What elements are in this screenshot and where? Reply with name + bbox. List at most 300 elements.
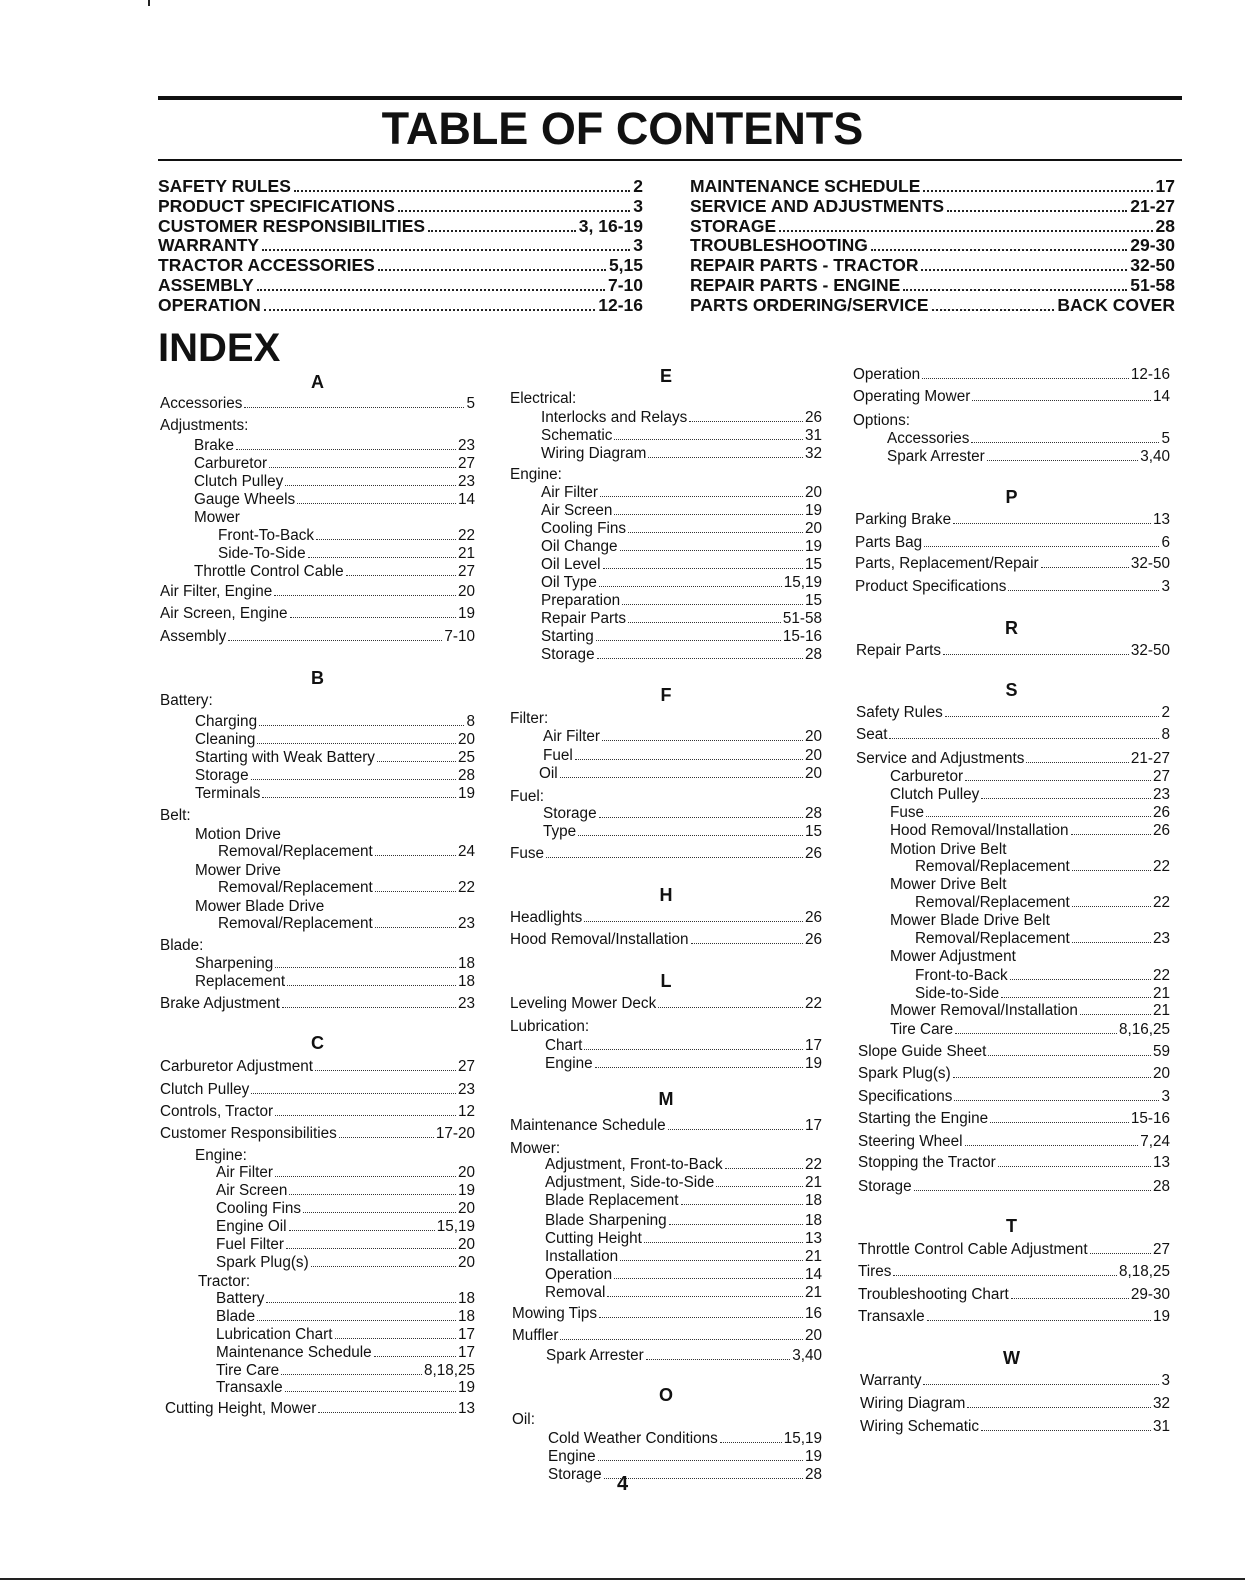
index-entry <box>915 930 1170 948</box>
dot-leader <box>308 557 456 558</box>
index-entry-term: Parts, Replacement/Repair <box>855 555 1039 572</box>
index-entry-term: Brake Adjustment <box>160 995 280 1012</box>
index-entry <box>546 1347 822 1365</box>
toc-entry-title: REPAIR PARTS - ENGINE <box>690 274 901 295</box>
index-entry <box>543 728 822 746</box>
dot-leader <box>346 575 456 576</box>
index-entry-page: 19 <box>457 785 475 802</box>
index-section-letter: F <box>660 685 672 705</box>
index-entry-term: Starting the Engine <box>858 1110 989 1127</box>
index-entry-page: 20 <box>804 765 822 782</box>
index-entry-page: 23 <box>1152 786 1170 803</box>
index-entry-term: Battery: <box>160 692 213 709</box>
dot-leader <box>620 1260 803 1261</box>
index-entry-page: 17 <box>804 1117 822 1134</box>
index-entry-term: Removal/Replacement <box>915 930 1070 947</box>
index-entry-term: Controls, Tractor <box>160 1103 274 1120</box>
index-entry <box>856 750 1170 768</box>
index-entry <box>160 395 475 413</box>
index-entry-page: 22 <box>457 879 475 896</box>
index-entry-term: Oil Level <box>541 556 601 573</box>
index-entry <box>541 409 822 427</box>
toc-entry-title: REPAIR PARTS - TRACTOR <box>690 255 919 276</box>
index-entry-page: 21 <box>804 1174 822 1191</box>
index-entry <box>915 967 1170 985</box>
index-entry-term: Steering Wheel <box>858 1133 963 1150</box>
dot-leader <box>871 249 1127 251</box>
dot-leader <box>311 1266 456 1267</box>
index-entry-term: Engine Oil <box>216 1218 287 1235</box>
index-heading <box>195 862 281 880</box>
index-entry-term: Blade <box>216 1308 256 1325</box>
index-entry-page: 20 <box>804 747 822 764</box>
index-entry <box>858 1110 1170 1128</box>
header-bottom-rule <box>158 159 1182 161</box>
index-entry-page: 3,40 <box>1140 448 1170 465</box>
dot-leader <box>378 269 606 271</box>
index-heading <box>510 466 562 484</box>
index-entry <box>216 1344 475 1362</box>
index-entry <box>160 1125 475 1143</box>
dot-leader <box>257 289 605 291</box>
index-entry-term: Hood Removal/Installation <box>890 822 1069 839</box>
index-entry-term: Repair Parts <box>541 610 627 627</box>
index-entry-term: Clutch Pulley <box>890 786 980 803</box>
index-entry-page: 15-16 <box>1130 1110 1170 1127</box>
index-entry <box>160 1103 475 1121</box>
index-entry-term: Adjustment, Front-to-Back <box>545 1156 723 1173</box>
index-entry-page: 23 <box>1152 930 1170 947</box>
index-entry-page: 21 <box>804 1284 822 1301</box>
index-entry-term: Carburetor <box>194 455 268 472</box>
index-entry <box>195 767 475 785</box>
dot-leader <box>262 797 456 798</box>
index-entry-page: 18 <box>457 1308 475 1325</box>
index-section-letter: A <box>311 372 324 392</box>
index-section-letter: T <box>1006 1216 1017 1236</box>
dot-leader <box>251 1093 456 1094</box>
dot-leader <box>339 1137 434 1138</box>
dot-leader <box>971 442 1159 443</box>
index-entry <box>512 1327 822 1345</box>
index-entry <box>890 1002 1170 1020</box>
dot-leader <box>375 891 456 892</box>
index-heading <box>512 1411 535 1429</box>
dot-leader <box>560 777 803 778</box>
index-entry-term: Air Screen, Engine <box>160 605 288 622</box>
index-entry-term: Mower Removal/Installation <box>890 1002 1078 1019</box>
toc-right-column <box>690 177 1175 316</box>
toc-entry <box>158 177 643 197</box>
dot-leader <box>275 1176 456 1177</box>
index-section-letter: M <box>658 1089 674 1109</box>
dot-leader <box>779 230 1152 232</box>
index-entry <box>548 1448 822 1466</box>
index-entry-term: Storage <box>548 1466 602 1483</box>
index-entry-term: Blade Sharpening <box>545 1212 667 1229</box>
index-entry-term: Spark Plug(s) <box>858 1065 951 1082</box>
toc-entry-title: PRODUCT SPECIFICATIONS <box>158 195 395 216</box>
index-section-letter: W <box>1003 1348 1020 1368</box>
index-entry <box>855 534 1170 552</box>
dot-leader <box>316 539 456 540</box>
index-entry-page: 26 <box>804 931 822 948</box>
dot-leader <box>614 439 803 440</box>
dot-leader <box>599 817 803 818</box>
toc-entry <box>158 236 643 256</box>
index-entry-term: Fuse <box>510 845 545 862</box>
index-entry <box>216 1164 475 1182</box>
index-section-letter: B <box>311 668 324 688</box>
index-entry <box>890 786 1170 804</box>
index-entry-term: Electrical: <box>510 390 577 407</box>
toc-entry-title: ASSEMBLY <box>158 274 254 295</box>
index-entry-page: 23 <box>457 995 475 1012</box>
index-title: INDEX <box>158 326 281 370</box>
index-entry-page: 22 <box>457 527 475 544</box>
index-entry <box>218 843 475 861</box>
dot-leader <box>285 1391 456 1392</box>
index-entry <box>541 538 822 556</box>
index-entry <box>545 1284 822 1302</box>
index-heading <box>160 807 191 825</box>
toc-entry-title: TRACTOR ACCESSORIES <box>158 255 375 276</box>
index-entry-term: Clutch Pulley <box>160 1081 250 1098</box>
dot-leader <box>257 743 456 744</box>
index-section-letter: L <box>660 971 672 991</box>
toc-left-column <box>158 177 643 316</box>
dot-leader <box>646 1359 790 1360</box>
dot-leader <box>1072 942 1151 943</box>
dot-leader <box>546 857 803 858</box>
index-entry-term: Specifications <box>858 1088 953 1105</box>
index-entry-page: 18 <box>804 1212 822 1229</box>
index-entry <box>160 583 475 601</box>
index-entry-term: Schematic <box>541 427 613 444</box>
index-entry-page: 13 <box>804 1230 822 1247</box>
index-entry-page: 27 <box>1152 1241 1170 1258</box>
index-entry-term: Battery <box>216 1290 265 1307</box>
index-entry-page: 17 <box>804 1037 822 1054</box>
index-heading <box>510 788 544 806</box>
dot-leader <box>668 1129 803 1130</box>
index-entry <box>856 726 1170 744</box>
index-entry-term: Oil <box>539 765 558 782</box>
index-entry-page: 59 <box>1152 1043 1170 1060</box>
index-entry-page: 23 <box>457 915 475 932</box>
index-entry <box>160 1081 475 1099</box>
dot-leader <box>965 1145 1139 1146</box>
index-entry-term: Cold Weather Conditions <box>548 1430 718 1447</box>
dot-leader <box>262 249 630 251</box>
index-entry-term: Fuel: <box>510 788 545 805</box>
dot-leader <box>1090 1253 1151 1254</box>
dot-leader <box>303 1212 456 1213</box>
index-entry-term: Transaxle <box>858 1308 925 1325</box>
dot-leader <box>266 1302 456 1303</box>
index-entry-page: 19 <box>804 502 822 519</box>
toc-entry-title: MAINTENANCE SCHEDULE <box>690 176 921 196</box>
dot-leader <box>1010 979 1151 980</box>
index-entry-page: 17 <box>457 1344 475 1361</box>
index-entry-term: Leveling Mower Deck <box>510 995 657 1012</box>
index-entry <box>541 484 822 502</box>
dot-leader <box>923 1384 1159 1385</box>
index-entry <box>858 1065 1170 1083</box>
index-entry <box>858 1263 1170 1281</box>
index-entry <box>195 973 475 991</box>
index-entry-term: Side-To-Side <box>218 545 306 562</box>
dot-leader <box>1071 834 1151 835</box>
index-entry-term: Removal/Replacement <box>218 915 373 932</box>
index-entry-page: 19 <box>804 538 822 555</box>
index-section-letter: R <box>1005 618 1018 638</box>
dot-leader <box>287 985 456 986</box>
toc-entry-title: WARRANTY <box>158 235 260 256</box>
index-entry-term: Cleaning <box>195 731 256 748</box>
index-entry <box>512 1305 822 1323</box>
index-entry-term: Side-to-Side <box>915 985 1000 1002</box>
index-entry-term: Service and Adjustments <box>856 750 1025 767</box>
index-entry-term: Engine <box>548 1448 596 1465</box>
index-entry-term: Installation <box>545 1248 619 1265</box>
index-entry-page: 20 <box>457 731 475 748</box>
index-entry-page: 20 <box>457 1254 475 1271</box>
index-entry-page: 15,19 <box>783 574 822 591</box>
index-entry <box>160 995 475 1013</box>
index-heading <box>853 412 910 430</box>
index-entry-term: Terminals <box>195 785 261 802</box>
dot-leader <box>584 921 803 922</box>
index-entry <box>510 995 822 1013</box>
index-entry-term: Parts Bag <box>855 534 923 551</box>
toc-entry-page: 3, 16-19 <box>578 215 643 236</box>
index-entry-page: 8,18,25 <box>423 1362 475 1379</box>
index-entry <box>539 765 822 783</box>
index-entry <box>216 1236 475 1254</box>
index-entry <box>194 455 475 473</box>
dot-leader <box>947 210 1127 212</box>
index-entry-page: 13 <box>457 1400 475 1417</box>
index-entry <box>545 1248 822 1266</box>
index-entry <box>216 1362 475 1380</box>
index-entry-term: Parking Brake <box>855 511 952 528</box>
index-entry-term: Adjustments: <box>160 417 249 434</box>
index-entry <box>887 448 1170 466</box>
index-entry-term: Accessories <box>160 395 243 412</box>
index-entry-page: 23 <box>457 473 475 490</box>
index-entry-term: Removal/Replacement <box>915 894 1070 911</box>
index-entry-page: 28 <box>804 1466 822 1483</box>
index-entry-term: Transaxle <box>216 1379 283 1396</box>
dot-leader <box>374 1356 456 1357</box>
index-heading <box>890 948 1016 966</box>
index-entry <box>510 845 822 863</box>
index-entry-term: Oil Type <box>541 574 597 591</box>
dot-leader <box>599 1317 803 1318</box>
dot-leader <box>945 716 1160 717</box>
index-entry-page: 3 <box>1161 578 1170 595</box>
index-heading <box>510 1018 589 1036</box>
index-entry <box>543 823 822 841</box>
index-entry <box>194 563 475 581</box>
toc-entry <box>690 177 1175 197</box>
dot-leader <box>669 1224 803 1225</box>
index-entry-term: Starting with Weak Battery <box>195 749 375 766</box>
index-entry-page: 12-16 <box>1130 366 1170 383</box>
dot-leader <box>275 1115 456 1116</box>
dot-leader <box>607 1296 803 1297</box>
toc-entry-page: BACK COVER <box>1057 294 1175 315</box>
index-entry-term: Slope Guide Sheet <box>858 1043 987 1060</box>
index-entry-page: 20 <box>457 583 475 600</box>
index-entry <box>915 858 1170 876</box>
index-entry-term: Product Specifications <box>855 578 1007 595</box>
toc-entry-page: 51-58 <box>1130 274 1175 295</box>
toc-entry <box>690 197 1175 217</box>
index-entry-page: 18 <box>804 1192 822 1209</box>
index-entry-term: Oil Change <box>541 538 618 555</box>
dot-leader <box>622 604 803 605</box>
dot-leader <box>560 1339 803 1340</box>
index-entry-page: 21 <box>804 1248 822 1265</box>
index-entry-term: Operation <box>545 1266 613 1283</box>
index-entry <box>543 747 822 765</box>
index-entry-page: 26 <box>1152 822 1170 839</box>
index-entry-term: Accessories <box>887 430 970 447</box>
dot-leader <box>965 780 1151 781</box>
toc-entry-page: 29-30 <box>1130 235 1175 256</box>
index-entry-term: Air Filter <box>543 728 600 745</box>
index-entry-term: Tractor: <box>198 1273 251 1290</box>
index-entry <box>545 1230 822 1248</box>
index-entry-term: Headlights <box>510 909 583 926</box>
index-entry-term: Air Filter, Engine <box>160 583 273 600</box>
index-entry-term: Mower Drive <box>195 862 281 879</box>
dot-leader <box>1026 762 1129 763</box>
index-entry <box>545 1055 822 1073</box>
index-entry-term: Removal/Replacement <box>218 843 373 860</box>
index-section-letter: C <box>311 1033 324 1053</box>
index-entry-page: 27 <box>457 1058 475 1075</box>
index-entry <box>915 985 1170 1003</box>
index-heading <box>160 937 203 955</box>
index-entry <box>216 1379 475 1397</box>
index-entry <box>858 1286 1170 1304</box>
index-entry-term: Cooling Fins <box>216 1200 302 1217</box>
index-entry-page: 19 <box>804 1055 822 1072</box>
index-entry-term: Mower <box>194 509 240 526</box>
index-entry-page: 15 <box>804 823 822 840</box>
dot-leader <box>648 457 803 458</box>
toc-entry <box>690 276 1175 296</box>
toc-entry-page: 32-50 <box>1130 255 1175 276</box>
dot-leader <box>600 496 803 497</box>
index-entry-term: Carburetor Adjustment <box>160 1058 314 1075</box>
dot-leader <box>990 1122 1129 1123</box>
index-entry-term: Mower Blade Drive Belt <box>890 912 1050 929</box>
index-heading <box>890 876 1006 894</box>
toc-entry-page: 3 <box>633 235 643 256</box>
index-entry-page: 13 <box>1152 511 1170 528</box>
page-number: 4 <box>616 1473 629 1495</box>
dot-leader <box>628 622 781 623</box>
index-entry-page: 19 <box>457 1182 475 1199</box>
index-entry-term: Oil: <box>512 1411 535 1428</box>
dot-leader <box>998 1166 1151 1167</box>
dot-leader <box>893 1275 1117 1276</box>
index-entry <box>545 1192 822 1210</box>
index-entry <box>510 1117 822 1135</box>
dot-leader <box>972 400 1151 401</box>
toc-entry-title: CUSTOMER RESPONSIBILITIES <box>158 215 426 236</box>
index-entry-page: 19 <box>457 605 475 622</box>
index-entry <box>541 556 822 574</box>
index-heading <box>195 1147 247 1165</box>
index-entry-page: 15 <box>804 592 822 609</box>
index-entry <box>858 1133 1170 1151</box>
index-entry-term: Fuel Filter <box>216 1236 284 1253</box>
dot-leader <box>297 503 456 504</box>
index-entry-page: 20 <box>457 1164 475 1181</box>
index-entry-term: Motion Drive <box>195 826 281 843</box>
index-entry-term: Motion Drive Belt <box>890 841 1007 858</box>
index-entry-term: Engine: <box>195 1147 247 1164</box>
dot-leader <box>923 190 1152 192</box>
index-entry <box>543 805 822 823</box>
index-entry-term: Storage <box>543 805 597 822</box>
index-entry-page: 27 <box>457 455 475 472</box>
dot-leader <box>926 816 1151 817</box>
index-entry <box>856 642 1170 660</box>
index-entry-term: Storage <box>858 1178 912 1195</box>
toc-entry <box>158 217 643 237</box>
index-entry <box>890 804 1170 822</box>
toc-entry-page: 21-27 <box>1130 195 1175 216</box>
index-entry <box>160 1058 475 1076</box>
index-entry-page: 20 <box>804 728 822 745</box>
index-entry-page: 3 <box>1161 1088 1170 1105</box>
index-entry-page: 19 <box>457 1379 475 1396</box>
index-entry-term: Spark Arrester <box>546 1347 644 1364</box>
index-entry-page: 21 <box>1152 1002 1170 1019</box>
index-entry-page: 20 <box>804 520 822 537</box>
index-heading <box>160 692 213 710</box>
index-entry <box>541 610 822 628</box>
dot-leader <box>264 309 595 311</box>
dot-leader <box>981 798 1151 799</box>
index-heading <box>890 912 1050 930</box>
index-entry <box>216 1182 475 1200</box>
dot-leader <box>285 485 456 486</box>
index-entry <box>858 1154 1170 1172</box>
index-entry-page: 32-50 <box>1130 555 1170 572</box>
toc-entry-page: 17 <box>1155 176 1175 196</box>
index-entry-term: Tires <box>858 1263 892 1280</box>
index-heading <box>198 1273 250 1291</box>
index-entry-page: 26 <box>804 409 822 426</box>
index-entry-term: Starting <box>541 628 594 645</box>
index-entry <box>856 704 1170 722</box>
index-entry <box>541 502 822 520</box>
dot-leader <box>428 230 576 232</box>
index-section-letter: E <box>659 366 672 386</box>
index-entry-term: Spark Arrester <box>887 448 985 465</box>
page-title: TABLE OF CONTENTS <box>381 103 864 154</box>
index-entry-term: Carburetor <box>890 768 964 785</box>
index-entry-page: 7-10 <box>444 628 475 645</box>
index-entry-term: Troubleshooting Chart <box>858 1286 1009 1303</box>
